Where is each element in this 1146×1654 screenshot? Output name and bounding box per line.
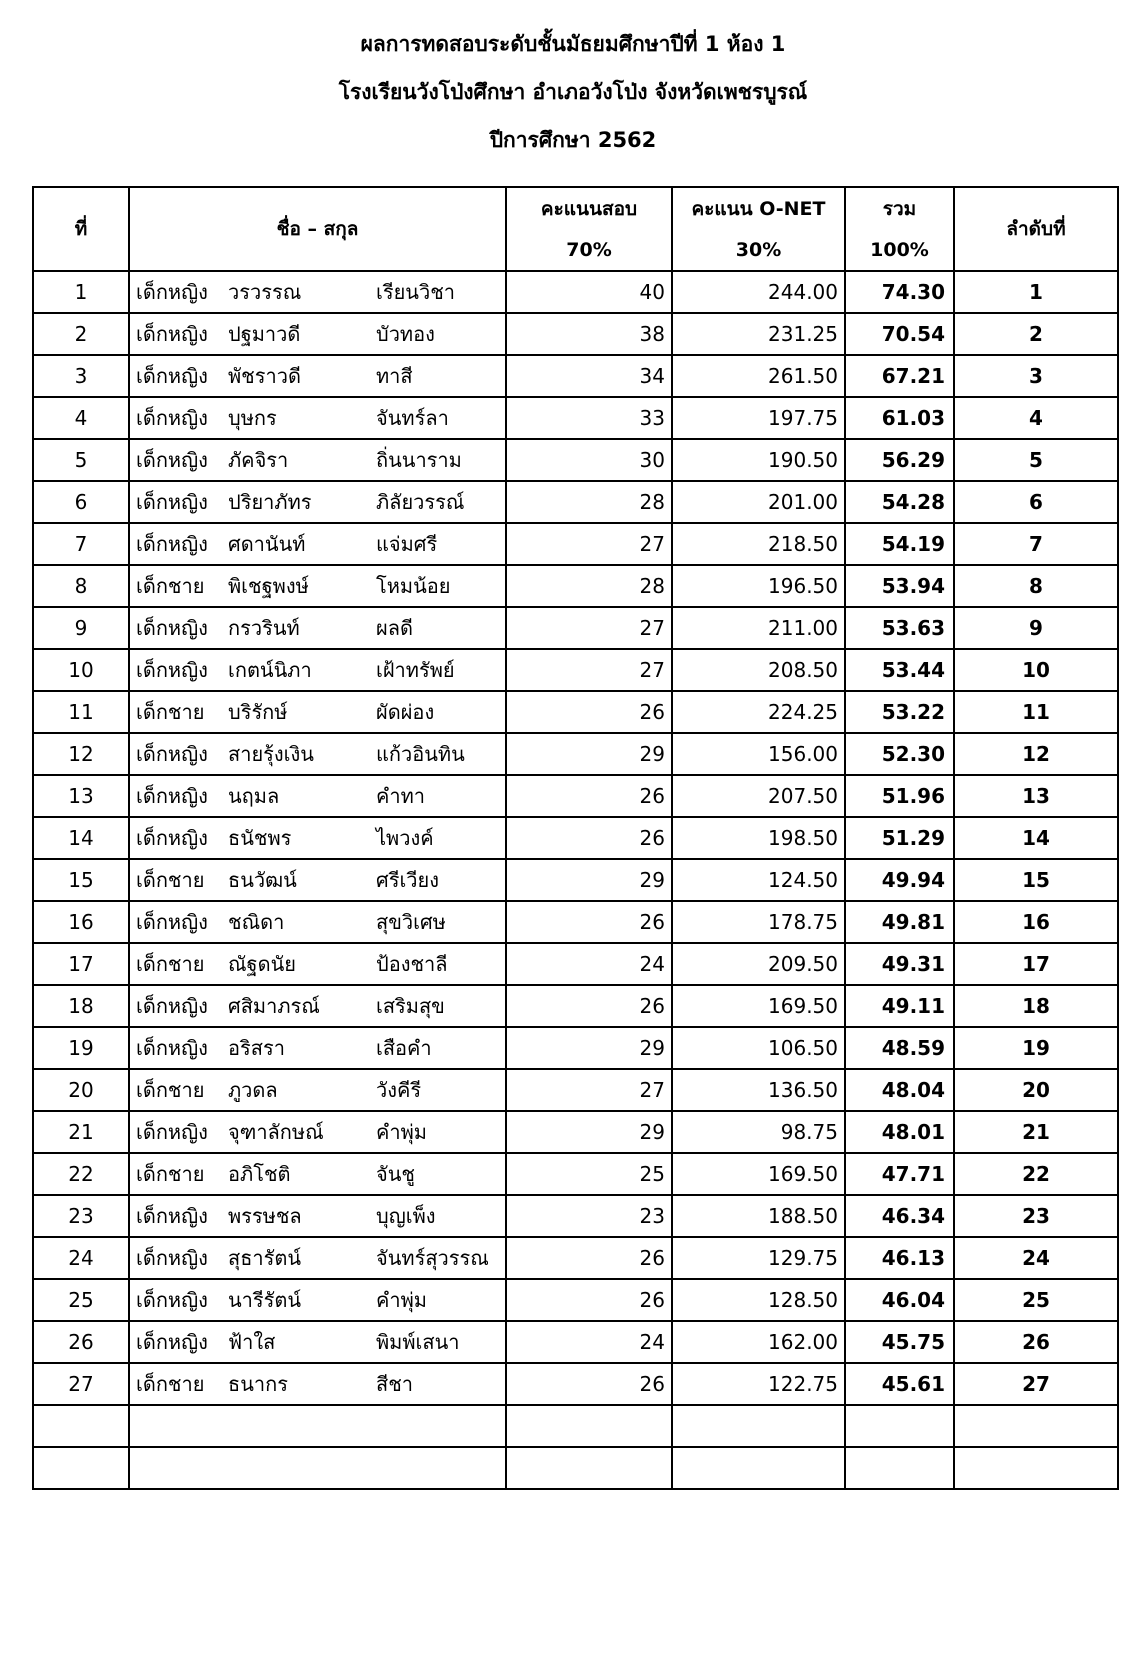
- first-name: ปริยาภัทร: [228, 490, 312, 514]
- last-name: คำพุ่ม: [376, 1288, 427, 1312]
- rank: 26: [954, 1321, 1118, 1363]
- last-name: ผัดผ่อง: [376, 700, 435, 724]
- table-row: [33, 439, 1118, 481]
- total-score: 46.04: [845, 1279, 954, 1321]
- row-number: 10: [33, 649, 129, 691]
- rank: 4: [954, 397, 1118, 439]
- student-name: [129, 607, 506, 649]
- student-name: [129, 1279, 506, 1321]
- student-name: [129, 313, 506, 355]
- name-prefix: เด็กหญิง: [136, 826, 208, 850]
- first-name: อภิโชติ: [228, 1162, 291, 1186]
- exam-score: 26: [506, 1363, 672, 1405]
- empty-cell: [129, 1405, 506, 1447]
- rank: 6: [954, 481, 1118, 523]
- total-score: 45.61: [845, 1363, 954, 1405]
- exam-score: 28: [506, 481, 672, 523]
- table-header: [33, 187, 1118, 271]
- name-prefix: เด็กชาย: [136, 574, 205, 598]
- empty-cell: [845, 1447, 954, 1489]
- last-name: เรียนวิชา: [376, 280, 456, 304]
- first-name: ศสิมาภรณ์: [228, 994, 320, 1018]
- last-name: จันทร์สุวรรณ: [376, 1246, 489, 1270]
- table-row: [33, 1279, 1118, 1321]
- student-name: [129, 691, 506, 733]
- rank: 24: [954, 1237, 1118, 1279]
- rank: 19: [954, 1027, 1118, 1069]
- table-row: [33, 817, 1118, 859]
- first-name: จุฑาลักษณ์: [228, 1120, 324, 1144]
- student-name: [129, 1027, 506, 1069]
- first-name: ศดานันท์: [228, 532, 306, 556]
- onet-score: 209.50: [672, 943, 845, 985]
- onet-score: 224.25: [672, 691, 845, 733]
- rank: 25: [954, 1279, 1118, 1321]
- rank: 16: [954, 901, 1118, 943]
- exam-score: 24: [506, 943, 672, 985]
- onet-score: 128.50: [672, 1279, 845, 1321]
- student-name: [129, 943, 506, 985]
- col-exam-percent: 70%: [506, 229, 672, 271]
- total-score: 54.19: [845, 523, 954, 565]
- exam-score: 23: [506, 1195, 672, 1237]
- row-number: 13: [33, 775, 129, 817]
- exam-score: 40: [506, 271, 672, 313]
- first-name: กรวรินท์: [228, 616, 300, 640]
- row-number: 16: [33, 901, 129, 943]
- total-score: 47.71: [845, 1153, 954, 1195]
- name-prefix: เด็กหญิง: [136, 910, 208, 934]
- name-prefix: เด็กชาย: [136, 1372, 205, 1396]
- student-name: [129, 397, 506, 439]
- empty-cell: [33, 1405, 129, 1447]
- first-name: ธนวัฒน์: [228, 868, 297, 892]
- empty-cell: [506, 1447, 672, 1489]
- student-name: [129, 1195, 506, 1237]
- row-number: 20: [33, 1069, 129, 1111]
- first-name: เกตน์นิภา: [228, 658, 312, 682]
- last-name: สุขวิเศษ: [376, 910, 446, 934]
- row-number: 7: [33, 523, 129, 565]
- name-prefix: เด็กหญิง: [136, 1204, 208, 1228]
- total-score: 53.63: [845, 607, 954, 649]
- total-score: 74.30: [845, 271, 954, 313]
- student-name: [129, 775, 506, 817]
- last-name: บุญเพ็ง: [376, 1204, 436, 1228]
- total-score: 48.01: [845, 1111, 954, 1153]
- student-name: [129, 1069, 506, 1111]
- onet-score: 244.00: [672, 271, 845, 313]
- table-row: [33, 1111, 1118, 1153]
- last-name: แจ่มศรี: [376, 532, 438, 556]
- row-number: 9: [33, 607, 129, 649]
- first-name: ธนัชพร: [228, 826, 292, 850]
- onet-score: 156.00: [672, 733, 845, 775]
- student-name: [129, 523, 506, 565]
- student-name: [129, 1321, 506, 1363]
- student-name: [129, 1153, 506, 1195]
- exam-score: 28: [506, 565, 672, 607]
- exam-score: 29: [506, 1111, 672, 1153]
- total-score: 46.13: [845, 1237, 954, 1279]
- school-name: โรงเรียนวังโป่งศึกษา อำเภอวังโป่ง จังหวัดเพชรบูรณ์: [338, 80, 808, 104]
- first-name: ปฐมาวดี: [228, 322, 301, 346]
- name-prefix: เด็กหญิง: [136, 994, 208, 1018]
- col-onet-header: คะแนน O-NET: [672, 187, 845, 229]
- student-name: [129, 985, 506, 1027]
- first-name: พิเชฐพงษ์: [228, 574, 309, 598]
- total-score: 49.31: [845, 943, 954, 985]
- student-name: [129, 1237, 506, 1279]
- name-prefix: เด็กหญิง: [136, 742, 208, 766]
- row-number: 2: [33, 313, 129, 355]
- row-number: 3: [33, 355, 129, 397]
- col-onet-percent: 30%: [672, 229, 845, 271]
- total-score: 49.94: [845, 859, 954, 901]
- total-score: 49.11: [845, 985, 954, 1027]
- row-number: 1: [33, 271, 129, 313]
- onet-score: 208.50: [672, 649, 845, 691]
- empty-cell: [845, 1405, 954, 1447]
- table-body: [33, 271, 1118, 1489]
- first-name: ภูวดล: [228, 1078, 278, 1102]
- name-prefix: เด็กหญิง: [136, 658, 208, 682]
- name-prefix: เด็กหญิง: [136, 784, 208, 808]
- total-score: 53.44: [845, 649, 954, 691]
- table-row: [33, 1321, 1118, 1363]
- student-name: [129, 649, 506, 691]
- empty-cell: [672, 1405, 845, 1447]
- row-number: 17: [33, 943, 129, 985]
- onet-score: 169.50: [672, 985, 845, 1027]
- last-name: วังคีรี: [376, 1078, 422, 1102]
- row-number: 15: [33, 859, 129, 901]
- table-row: [33, 607, 1118, 649]
- total-score: 53.94: [845, 565, 954, 607]
- row-number: 26: [33, 1321, 129, 1363]
- table-row: [33, 1027, 1118, 1069]
- student-name: [129, 271, 506, 313]
- last-name: ศรีเวียง: [376, 868, 439, 892]
- name-prefix: เด็กชาย: [136, 868, 205, 892]
- last-name: ไพวงค์: [376, 826, 434, 850]
- table-row: [33, 985, 1118, 1027]
- empty-cell: [33, 1447, 129, 1489]
- onet-score: 231.25: [672, 313, 845, 355]
- empty-row: [33, 1405, 1118, 1447]
- name-prefix: เด็กหญิง: [136, 448, 208, 472]
- table-row: [33, 397, 1118, 439]
- onet-score: 201.00: [672, 481, 845, 523]
- row-number: 12: [33, 733, 129, 775]
- total-score: 48.59: [845, 1027, 954, 1069]
- row-number: 11: [33, 691, 129, 733]
- row-number: 6: [33, 481, 129, 523]
- name-prefix: เด็กหญิง: [136, 1246, 208, 1270]
- onet-score: 207.50: [672, 775, 845, 817]
- exam-score: 27: [506, 649, 672, 691]
- student-name: [129, 859, 506, 901]
- first-name: ธนากร: [228, 1372, 288, 1396]
- rank: 21: [954, 1111, 1118, 1153]
- first-name: พรรษชล: [228, 1204, 302, 1228]
- last-name: เสือคำ: [376, 1036, 432, 1060]
- first-name: วรวรรณ: [228, 280, 302, 304]
- onet-score: 169.50: [672, 1153, 845, 1195]
- table-row: [33, 481, 1118, 523]
- rank: 17: [954, 943, 1118, 985]
- last-name: คำทา: [376, 784, 426, 808]
- table-row: [33, 1195, 1118, 1237]
- onet-score: 198.50: [672, 817, 845, 859]
- name-prefix: เด็กหญิง: [136, 616, 208, 640]
- first-name: สุธารัตน์: [228, 1246, 302, 1270]
- name-prefix: เด็กหญิง: [136, 1288, 208, 1312]
- row-number: 19: [33, 1027, 129, 1069]
- row-number: 18: [33, 985, 129, 1027]
- first-name: ภัคจิรา: [228, 448, 289, 472]
- table-row: [33, 1069, 1118, 1111]
- first-name: ณัฐดนัย: [228, 952, 296, 976]
- last-name: ผลดี: [376, 616, 413, 640]
- onet-score: 178.75: [672, 901, 845, 943]
- first-name: นารีรัตน์: [228, 1288, 302, 1312]
- onet-score: 197.75: [672, 397, 845, 439]
- rank: 13: [954, 775, 1118, 817]
- name-prefix: เด็กชาย: [136, 1078, 205, 1102]
- table-row: [33, 649, 1118, 691]
- col-exam-header: คะแนนสอบ: [506, 187, 672, 229]
- rank: 8: [954, 565, 1118, 607]
- exam-score: 34: [506, 355, 672, 397]
- first-name: บุษกร: [228, 406, 277, 430]
- rank: 15: [954, 859, 1118, 901]
- onet-score: 106.50: [672, 1027, 845, 1069]
- table-row: [33, 901, 1118, 943]
- first-name: สายรุ้งเงิน: [228, 742, 314, 766]
- empty-cell: [954, 1405, 1118, 1447]
- exam-score: 30: [506, 439, 672, 481]
- empty-cell: [954, 1447, 1118, 1489]
- row-number: 27: [33, 1363, 129, 1405]
- total-score: 51.29: [845, 817, 954, 859]
- last-name: บัวทอง: [376, 322, 435, 346]
- onet-score: 98.75: [672, 1111, 845, 1153]
- name-prefix: เด็กหญิง: [136, 490, 208, 514]
- onet-score: 190.50: [672, 439, 845, 481]
- rank: 1: [954, 271, 1118, 313]
- rank: 20: [954, 1069, 1118, 1111]
- total-score: 70.54: [845, 313, 954, 355]
- last-name: จันทร์ลา: [376, 406, 449, 430]
- table-row: [33, 859, 1118, 901]
- row-number: 14: [33, 817, 129, 859]
- total-score: 61.03: [845, 397, 954, 439]
- last-name: เสริมสุข: [376, 994, 445, 1018]
- exam-score: 29: [506, 859, 672, 901]
- first-name: บริรักษ์: [228, 700, 288, 724]
- student-name: [129, 733, 506, 775]
- last-name: เฝ้าทรัพย์: [376, 658, 455, 682]
- name-prefix: เด็กชาย: [136, 700, 205, 724]
- rank: 18: [954, 985, 1118, 1027]
- first-name: นฤมล: [228, 784, 280, 808]
- last-name: พิมพ์เสนา: [376, 1330, 460, 1354]
- exam-score: 29: [506, 1027, 672, 1069]
- last-name: สีชา: [376, 1372, 414, 1396]
- total-score: 52.30: [845, 733, 954, 775]
- exam-score: 26: [506, 775, 672, 817]
- name-prefix: เด็กหญิง: [136, 280, 208, 304]
- table-row: [33, 733, 1118, 775]
- total-score: 53.22: [845, 691, 954, 733]
- student-name: [129, 355, 506, 397]
- row-number: 25: [33, 1279, 129, 1321]
- rank: 12: [954, 733, 1118, 775]
- exam-score: 26: [506, 985, 672, 1027]
- exam-score: 33: [506, 397, 672, 439]
- last-name: ป้องชาลี: [376, 952, 448, 976]
- score-table: [32, 186, 1119, 1490]
- table-row: [33, 1237, 1118, 1279]
- table-row: [33, 355, 1118, 397]
- table-row: [33, 565, 1118, 607]
- onet-score: 211.00: [672, 607, 845, 649]
- rank: 23: [954, 1195, 1118, 1237]
- onet-score: 162.00: [672, 1321, 845, 1363]
- onet-score: 124.50: [672, 859, 845, 901]
- academic-year: ปีการศึกษา 2562: [489, 128, 657, 152]
- row-number: 4: [33, 397, 129, 439]
- name-prefix: เด็กชาย: [136, 1162, 205, 1186]
- last-name: ภิลัยวรรณ์: [376, 490, 465, 514]
- row-number: 24: [33, 1237, 129, 1279]
- exam-score: 26: [506, 1237, 672, 1279]
- last-name: ถิ่นนาราม: [376, 448, 462, 472]
- table-row: [33, 775, 1118, 817]
- exam-score: 26: [506, 1279, 672, 1321]
- table-row: [33, 1153, 1118, 1195]
- empty-cell: [672, 1447, 845, 1489]
- exam-score: 27: [506, 523, 672, 565]
- rank: 3: [954, 355, 1118, 397]
- onet-score: 188.50: [672, 1195, 845, 1237]
- name-prefix: เด็กหญิง: [136, 1120, 208, 1144]
- exam-score: 38: [506, 313, 672, 355]
- exam-score: 26: [506, 691, 672, 733]
- onet-score: 218.50: [672, 523, 845, 565]
- first-name: อริสรา: [228, 1036, 285, 1060]
- onet-score: 196.50: [672, 565, 845, 607]
- exam-score: 27: [506, 1069, 672, 1111]
- rank: 7: [954, 523, 1118, 565]
- exam-score: 26: [506, 817, 672, 859]
- total-score: 51.96: [845, 775, 954, 817]
- table-row: [33, 691, 1118, 733]
- name-prefix: เด็กหญิง: [136, 406, 208, 430]
- col-total-percent: 100%: [845, 229, 954, 271]
- student-name: [129, 481, 506, 523]
- total-score: 48.04: [845, 1069, 954, 1111]
- rank: 14: [954, 817, 1118, 859]
- student-name: [129, 439, 506, 481]
- table-row: [33, 1363, 1118, 1405]
- exam-score: 24: [506, 1321, 672, 1363]
- row-number: 23: [33, 1195, 129, 1237]
- last-name: แก้วอินทิน: [376, 742, 465, 766]
- total-score: 46.34: [845, 1195, 954, 1237]
- total-score: 49.81: [845, 901, 954, 943]
- row-number: 8: [33, 565, 129, 607]
- last-name: คำพุ่ม: [376, 1120, 427, 1144]
- onet-score: 122.75: [672, 1363, 845, 1405]
- rank: 10: [954, 649, 1118, 691]
- table-row: [33, 271, 1118, 313]
- name-prefix: เด็กชาย: [136, 952, 205, 976]
- student-name: [129, 1363, 506, 1405]
- exam-score: 27: [506, 607, 672, 649]
- rank: 11: [954, 691, 1118, 733]
- onet-score: 129.75: [672, 1237, 845, 1279]
- onet-score: 261.50: [672, 355, 845, 397]
- name-prefix: เด็กหญิง: [136, 1330, 208, 1354]
- onet-score: 136.50: [672, 1069, 845, 1111]
- student-name: [129, 817, 506, 859]
- rank: 9: [954, 607, 1118, 649]
- total-score: 54.28: [845, 481, 954, 523]
- rank: 27: [954, 1363, 1118, 1405]
- last-name: ทาสี: [376, 364, 413, 388]
- rank: 5: [954, 439, 1118, 481]
- exam-score: 26: [506, 901, 672, 943]
- name-prefix: เด็กหญิง: [136, 364, 208, 388]
- total-score: 67.21: [845, 355, 954, 397]
- report-title: ผลการทดสอบระดับชั้นมัธยมศึกษาปีที่ 1 ห้อง 1: [360, 32, 786, 56]
- last-name: จันชู: [376, 1162, 415, 1186]
- col-name-header: ชื่อ – สกุล: [129, 187, 506, 271]
- table-row: [33, 523, 1118, 565]
- exam-score: 25: [506, 1153, 672, 1195]
- row-number: 5: [33, 439, 129, 481]
- student-name: [129, 565, 506, 607]
- student-name: [129, 1111, 506, 1153]
- total-score: 56.29: [845, 439, 954, 481]
- student-name: [129, 901, 506, 943]
- first-name: ฟ้าใส: [228, 1330, 276, 1354]
- empty-cell: [129, 1447, 506, 1489]
- rank: 22: [954, 1153, 1118, 1195]
- row-number: 21: [33, 1111, 129, 1153]
- table-row: [33, 313, 1118, 355]
- row-number: 22: [33, 1153, 129, 1195]
- name-prefix: เด็กหญิง: [136, 1036, 208, 1060]
- empty-cell: [506, 1405, 672, 1447]
- col-rank-header: ลำดับที่: [954, 187, 1118, 271]
- table-row: [33, 943, 1118, 985]
- exam-score: 29: [506, 733, 672, 775]
- rank: 2: [954, 313, 1118, 355]
- empty-row: [33, 1447, 1118, 1489]
- first-name: ชณิดา: [228, 910, 285, 934]
- col-total-header: รวม: [845, 187, 954, 229]
- name-prefix: เด็กหญิง: [136, 532, 208, 556]
- first-name: พัชราวดี: [228, 364, 301, 388]
- last-name: โหมน้อย: [376, 574, 451, 598]
- total-score: 45.75: [845, 1321, 954, 1363]
- col-no-header: ที่: [33, 187, 129, 271]
- name-prefix: เด็กหญิง: [136, 322, 208, 346]
